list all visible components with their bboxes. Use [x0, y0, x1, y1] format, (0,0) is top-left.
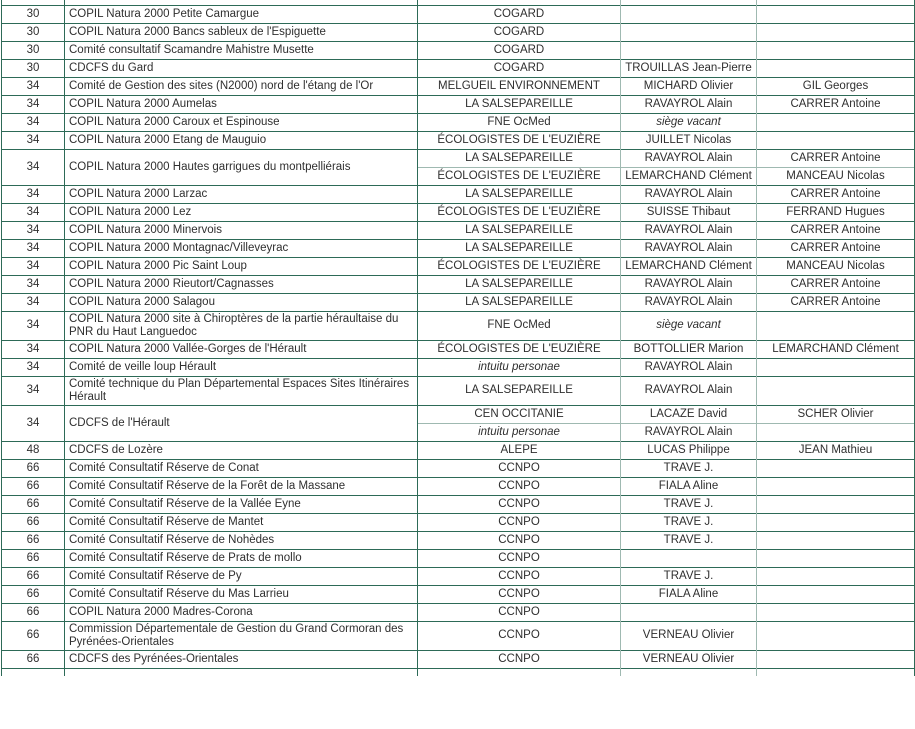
dept-cell: 66: [2, 477, 65, 495]
member-cell: TRAVE J.: [621, 567, 757, 585]
committee-name-cell: COPIL Natura 2000 Etang de Mauguio: [65, 131, 418, 149]
organization-cell: LA SALSEPAREILLE: [418, 185, 621, 203]
table-row: [2, 77, 915, 95]
organization-cell: CCNPO: [418, 603, 621, 621]
committee-name-cell: COPIL Natura 2000 Madres-Corona: [65, 603, 418, 621]
committee-name-cell: COPIL Natura 2000 Rieutort/Cagnasses: [65, 275, 418, 293]
organization-cell: LA SALSEPAREILLE: [418, 376, 621, 405]
substitute-cell: [757, 567, 915, 585]
substitute-cell: [757, 423, 915, 441]
table-row: [2, 185, 915, 203]
substitute-cell: [757, 131, 915, 149]
table-row: [2, 567, 915, 585]
committee-name-cell: COPIL Natura 2000 Bancs sableux de l'Espiguette: [65, 23, 418, 41]
committee-name-cell: COPIL Natura 2000 Aumelas: [65, 95, 418, 113]
table-row: [2, 113, 915, 131]
table-row: [2, 358, 915, 376]
dept-cell: 34: [2, 293, 65, 311]
table-row: [2, 459, 915, 477]
organization-cell: FNE OcMed: [418, 113, 621, 131]
member-cell: [621, 41, 757, 59]
committee-name-cell: Comité consultatif Scamandre Mahistre Musette: [65, 41, 418, 59]
table-row: [2, 239, 915, 257]
substitute-cell: SCHER Olivier: [757, 405, 915, 423]
member-cell: [621, 603, 757, 621]
table-row: [2, 59, 915, 77]
dept-cell: 34: [2, 257, 65, 275]
member-cell: LEMARCHAND Clément: [621, 257, 757, 275]
organization-cell: COGARD: [418, 41, 621, 59]
table-row: [2, 603, 915, 621]
dept-cell: 66: [2, 621, 65, 650]
committee-name-cell: COPIL Natura 2000 Larzac: [65, 185, 418, 203]
substitute-cell: [757, 311, 915, 340]
organization-cell: CCNPO: [418, 549, 621, 567]
organization-cell: LA SALSEPAREILLE: [418, 275, 621, 293]
committee-name-cell: CDCFS des Pyrénées-Orientales: [65, 650, 418, 668]
substitute-cell: FERRAND Hugues: [757, 203, 915, 221]
member-cell: TRAVE J.: [621, 531, 757, 549]
member-cell: FIALA Aline: [621, 585, 757, 603]
member-cell: MICHARD Olivier: [621, 77, 757, 95]
member-cell: TRAVE J.: [621, 495, 757, 513]
substitute-cell: LEMARCHAND Clément: [757, 340, 915, 358]
table-row: [2, 376, 915, 405]
table-row: [2, 5, 915, 23]
member-cell: siège vacant: [621, 113, 757, 131]
committee-name-cell: COPIL Natura 2000 Pic Saint Loup: [65, 257, 418, 275]
table-row: [2, 405, 915, 423]
member-cell: TRAVE J.: [621, 513, 757, 531]
organization-cell: LA SALSEPAREILLE: [418, 95, 621, 113]
organization-cell: LA SALSEPAREILLE: [418, 239, 621, 257]
table-row: [2, 549, 915, 567]
member-cell: VERNEAU Olivier: [621, 621, 757, 650]
dept-cell: 34: [2, 131, 65, 149]
committee-name-cell: Comité de veille loup Hérault: [65, 358, 418, 376]
substitute-cell: [757, 603, 915, 621]
dept-cell: 34: [2, 405, 65, 441]
dept-cell: 66: [2, 459, 65, 477]
organization-cell: ALEPE: [418, 441, 621, 459]
substitute-cell: CARRER Antoine: [757, 221, 915, 239]
organization-cell: LA SALSEPAREILLE: [418, 149, 621, 167]
member-cell: RAVAYROL Alain: [621, 358, 757, 376]
member-cell: VERNEAU Olivier: [621, 650, 757, 668]
committee-name-cell: COPIL Natura 2000 Petite Camargue: [65, 5, 418, 23]
dept-cell: 66: [2, 549, 65, 567]
organization-cell: MELGUEIL ENVIRONNEMENT: [418, 77, 621, 95]
dept-cell: 34: [2, 275, 65, 293]
member-cell: RAVAYROL Alain: [621, 95, 757, 113]
substitute-cell: CARRER Antoine: [757, 239, 915, 257]
member-cell: RAVAYROL Alain: [621, 275, 757, 293]
committee-name-cell: Comité Consultatif Réserve de Py: [65, 567, 418, 585]
organization-cell: CCNPO: [418, 621, 621, 650]
member-cell: [621, 23, 757, 41]
member-cell: RAVAYROL Alain: [621, 185, 757, 203]
member-cell: TRAVE J.: [621, 459, 757, 477]
table-row: [2, 495, 915, 513]
substitute-cell: CARRER Antoine: [757, 149, 915, 167]
organization-cell: LA SALSEPAREILLE: [418, 221, 621, 239]
substitute-cell: CARRER Antoine: [757, 293, 915, 311]
member-cell: JUILLET Nicolas: [621, 131, 757, 149]
committee-name-cell: COPIL Natura 2000 Salagou: [65, 293, 418, 311]
dept-cell: 30: [2, 23, 65, 41]
organization-cell: ÉCOLOGISTES DE L'EUZIÈRE: [418, 340, 621, 358]
table-row: [2, 23, 915, 41]
dept-cell: 34: [2, 185, 65, 203]
member-cell: RAVAYROL Alain: [621, 149, 757, 167]
organization-cell: CCNPO: [418, 567, 621, 585]
table-row: [2, 513, 915, 531]
table-row: [2, 621, 915, 650]
organization-cell: intuitu personae: [418, 358, 621, 376]
table-row: [2, 531, 915, 549]
dept-cell: 30: [2, 41, 65, 59]
table-row: [2, 203, 915, 221]
organization-cell: COGARD: [418, 59, 621, 77]
committee-name-cell: Comité technique du Plan Départemental Espaces Sites Itinéraires Hérault: [65, 376, 418, 405]
substitute-cell: [757, 477, 915, 495]
committee-name-cell: CDCFS du Gard: [65, 59, 418, 77]
dept-cell: 66: [2, 603, 65, 621]
table-row: [2, 257, 915, 275]
committee-name-cell: COPIL Natura 2000 Hautes garrigues du montpelliérais: [65, 149, 418, 185]
organization-cell: ÉCOLOGISTES DE L'EUZIÈRE: [418, 131, 621, 149]
member-cell: LUCAS Philippe: [621, 441, 757, 459]
table-row: [2, 441, 915, 459]
member-cell: RAVAYROL Alain: [621, 293, 757, 311]
committee-name-cell: CDCFS de Lozère: [65, 441, 418, 459]
dept-cell: 34: [2, 239, 65, 257]
dept-cell: 34: [2, 77, 65, 95]
committee-name-cell: Commission Départementale de Gestion du Grand Cormoran des Pyrénées-Orientales: [65, 621, 418, 650]
member-cell: SUISSE Thibaut: [621, 203, 757, 221]
table-row: [2, 95, 915, 113]
dept-cell: 66: [2, 567, 65, 585]
substitute-cell: [757, 5, 915, 23]
dept-cell: 30: [2, 59, 65, 77]
organization-cell: ÉCOLOGISTES DE L'EUZIÈRE: [418, 167, 621, 185]
member-cell: RAVAYROL Alain: [621, 221, 757, 239]
dept-cell: 66: [2, 495, 65, 513]
member-cell: BOTTOLLIER Marion: [621, 340, 757, 358]
member-cell: [621, 549, 757, 567]
substitute-cell: [757, 376, 915, 405]
dept-cell: 34: [2, 358, 65, 376]
organization-cell: LA SALSEPAREILLE: [418, 293, 621, 311]
committee-name-cell: Comité Consultatif Réserve de la Vallée Eyne: [65, 495, 418, 513]
committee-name-cell: COPIL Natura 2000 Vallée-Gorges de l'Hérault: [65, 340, 418, 358]
organization-cell: COGARD: [418, 5, 621, 23]
member-cell: siège vacant: [621, 311, 757, 340]
committee-name-cell: Comité Consultatif Réserve de Nohèdes: [65, 531, 418, 549]
dept-cell: 34: [2, 113, 65, 131]
organization-cell: ÉCOLOGISTES DE L'EUZIÈRE: [418, 257, 621, 275]
committee-name-cell: Comité Consultatif Réserve de la Forêt de la Massane: [65, 477, 418, 495]
member-cell: [621, 5, 757, 23]
table-row: [2, 131, 915, 149]
organization-cell: COGARD: [418, 23, 621, 41]
committee-name-cell: COPIL Natura 2000 site à Chiroptères de la partie héraultaise du PNR du Haut Languedoc: [65, 311, 418, 340]
substitute-cell: [757, 585, 915, 603]
organization-cell: ÉCOLOGISTES DE L'EUZIÈRE: [418, 203, 621, 221]
substitute-cell: [757, 41, 915, 59]
table-row: [2, 275, 915, 293]
dept-cell: [2, 668, 65, 676]
committee-name-cell: COPIL Natura 2000 Lez: [65, 203, 418, 221]
committee-name-cell: COPIL Natura 2000 Minervois: [65, 221, 418, 239]
substitute-cell: [757, 549, 915, 567]
table-row: [2, 221, 915, 239]
committee-name-cell: Comité Consultatif Réserve du Mas Larrieu: [65, 585, 418, 603]
committee-name-cell: Comité Consultatif Réserve de Mantet: [65, 513, 418, 531]
table-row: [2, 650, 915, 668]
organization-cell: CCNPO: [418, 459, 621, 477]
table-row: [2, 293, 915, 311]
dept-cell: 66: [2, 513, 65, 531]
partial-row-bottom: [2, 668, 915, 676]
substitute-cell: [757, 358, 915, 376]
dept-cell: 34: [2, 149, 65, 185]
organization-cell: CCNPO: [418, 495, 621, 513]
substitute-cell: [757, 59, 915, 77]
substitute-cell: [757, 23, 915, 41]
committee-name-cell: COPIL Natura 2000 Montagnac/Villeveyrac: [65, 239, 418, 257]
dept-cell: 34: [2, 221, 65, 239]
dept-cell: 34: [2, 340, 65, 358]
dept-cell: 34: [2, 203, 65, 221]
organization-cell: CEN OCCITANIE: [418, 405, 621, 423]
substitute-cell: CARRER Antoine: [757, 95, 915, 113]
substitute-cell: [757, 113, 915, 131]
substitute-cell: [757, 459, 915, 477]
dept-cell: 66: [2, 650, 65, 668]
substitute-cell: MANCEAU Nicolas: [757, 167, 915, 185]
substitute-cell: JEAN Mathieu: [757, 441, 915, 459]
member-cell: RAVAYROL Alain: [621, 423, 757, 441]
substitute-cell: GIL Georges: [757, 77, 915, 95]
dept-cell: 34: [2, 376, 65, 405]
committee-name-cell: Comité Consultatif Réserve de Conat: [65, 459, 418, 477]
member-cell: RAVAYROL Alain: [621, 239, 757, 257]
substitute-cell: CARRER Antoine: [757, 185, 915, 203]
member-cell: RAVAYROL Alain: [621, 376, 757, 405]
substitute-cell: [757, 650, 915, 668]
committees-table: [1, 0, 915, 676]
table-row: [2, 340, 915, 358]
committee-name-cell: Comité Consultatif Réserve de Prats de mollo: [65, 549, 418, 567]
member-cell: TROUILLAS Jean-Pierre: [621, 59, 757, 77]
substitute-cell: [757, 531, 915, 549]
substitute-cell: [757, 621, 915, 650]
organization-cell: CCNPO: [418, 585, 621, 603]
dept-cell: 34: [2, 95, 65, 113]
dept-cell: 66: [2, 585, 65, 603]
committee-name-cell: [65, 668, 418, 676]
organization-cell: intuitu personae: [418, 423, 621, 441]
dept-cell: 66: [2, 531, 65, 549]
substitute-cell: [757, 495, 915, 513]
organization-cell: CCNPO: [418, 477, 621, 495]
substitute-cell: MANCEAU Nicolas: [757, 257, 915, 275]
committee-name-cell: CDCFS de l'Hérault: [65, 405, 418, 441]
substitute-cell: [757, 513, 915, 531]
member-cell: LACAZE David: [621, 405, 757, 423]
dept-cell: 30: [2, 5, 65, 23]
organization-cell: FNE OcMed: [418, 311, 621, 340]
member-cell: LEMARCHAND Clément: [621, 167, 757, 185]
member-cell: [621, 668, 757, 676]
table-body: [2, 0, 915, 676]
organization-cell: CCNPO: [418, 531, 621, 549]
organization-cell: [418, 668, 621, 676]
table-row: [2, 41, 915, 59]
organization-cell: CCNPO: [418, 513, 621, 531]
table-row: [2, 311, 915, 340]
table-row: [2, 149, 915, 167]
member-cell: FIALA Aline: [621, 477, 757, 495]
table-row: [2, 585, 915, 603]
dept-cell: 48: [2, 441, 65, 459]
table-row: [2, 477, 915, 495]
substitute-cell: [757, 668, 915, 676]
substitute-cell: CARRER Antoine: [757, 275, 915, 293]
committee-name-cell: COPIL Natura 2000 Caroux et Espinouse: [65, 113, 418, 131]
organization-cell: CCNPO: [418, 650, 621, 668]
committee-name-cell: Comité de Gestion des sites (N2000) nord de l'étang de l'Or: [65, 77, 418, 95]
dept-cell: 34: [2, 311, 65, 340]
